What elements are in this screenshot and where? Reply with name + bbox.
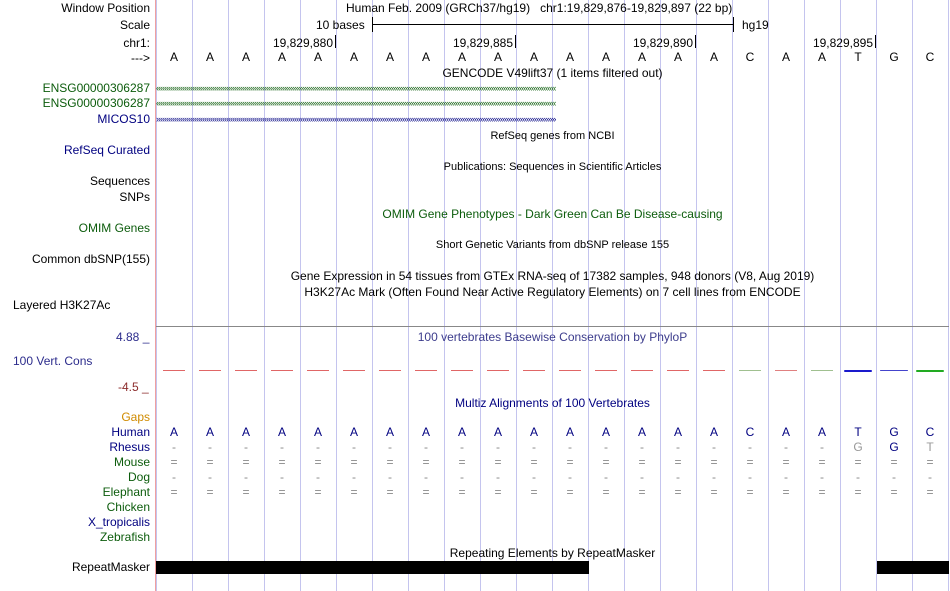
alignment-base: - <box>208 440 212 454</box>
omim-genes-label[interactable]: OMIM Genes <box>78 221 150 235</box>
alignment-base: - <box>460 440 464 454</box>
alignment-base: A <box>241 425 250 439</box>
species-label[interactable]: Dog <box>127 470 150 484</box>
alignment-base: - <box>460 470 464 484</box>
alignment-base: = <box>386 485 394 499</box>
alignment-base: = <box>602 455 610 469</box>
sequence-base: A <box>637 50 646 64</box>
alignment-base: = <box>386 455 394 469</box>
phylop-value-mark <box>559 370 581 371</box>
alignment-base: A <box>781 425 790 439</box>
alignment-base: = <box>818 485 826 499</box>
dbsnp-track-title: Short Genetic Variants from dbSNP release 155 <box>435 239 670 251</box>
alignment-base: - <box>604 470 608 484</box>
alignment-base: = <box>782 485 790 499</box>
species-label[interactable]: Human <box>111 425 150 439</box>
scale-value: 10 bases <box>316 18 365 32</box>
alignment-base: = <box>818 455 826 469</box>
alignment-base: - <box>676 440 680 454</box>
alignment-base: = <box>638 485 646 499</box>
repeatmasker-label[interactable]: RepeatMasker <box>71 560 150 574</box>
alignment-base: = <box>314 455 322 469</box>
alignment-base: = <box>242 485 250 499</box>
species-label[interactable]: Rhesus <box>109 440 150 454</box>
alignment-base: G <box>853 440 863 454</box>
gaps-label[interactable]: Gaps <box>121 410 150 424</box>
phylop-value-mark <box>487 370 509 371</box>
phylop-value-mark <box>271 370 293 371</box>
phylop-value-mark <box>739 370 761 371</box>
alignment-base: - <box>316 440 320 454</box>
alignment-base: - <box>388 470 392 484</box>
species-label[interactable]: Mouse <box>113 455 150 469</box>
gencode-item-1[interactable] <box>156 85 949 92</box>
scale-bar-left-tick <box>372 17 373 32</box>
alignment-base: A <box>169 425 178 439</box>
ruler-tick-label: 19,829,890 <box>632 36 693 50</box>
phylop-value-mark <box>199 370 221 371</box>
alignment-base: A <box>673 425 682 439</box>
window-position-value: Human Feb. 2009 (GRCh37/hg19) chr1:19,829,876-19,829,897 (22 bp) <box>346 1 733 15</box>
alignment-base: = <box>494 455 502 469</box>
alignment-base: - <box>352 470 356 484</box>
alignment-base: - <box>496 470 500 484</box>
alignment-base: = <box>314 485 322 499</box>
ruler-tick-mark <box>335 35 336 48</box>
ruler-tick-mark <box>695 35 696 48</box>
h3k27ac-track-title: H3K27Ac Mark (Often Found Near Active Regulatory Elements) on 7 cell lines from ENCODE <box>304 285 801 299</box>
gencode-item-label-1[interactable]: ENSG00000306287 <box>42 81 150 95</box>
phylop-max-value: 4.88 _ <box>116 330 150 344</box>
phylop-value-mark <box>415 370 437 371</box>
alignment-base: A <box>421 425 430 439</box>
alignment-base: - <box>784 440 788 454</box>
phylop-conserved-mark <box>916 370 944 372</box>
sequence-base: A <box>349 50 358 64</box>
phylop-conserved-mark <box>844 370 872 372</box>
scale-bar-right-tick <box>733 17 734 32</box>
phylop-track-title: 100 vertebrates Basewise Conservation by PhyloP <box>417 330 688 344</box>
refseq-track-title: RefSeq genes from NCBI <box>490 130 615 142</box>
phylop-value-mark <box>451 370 473 371</box>
sequence-base: A <box>565 50 574 64</box>
sequence-base: A <box>817 50 826 64</box>
phylop-value-mark <box>703 370 725 371</box>
sequence-base: C <box>925 50 935 64</box>
phylop-value-mark <box>775 370 797 371</box>
alignment-base: A <box>817 425 826 439</box>
alignment-base: = <box>674 485 682 499</box>
alignment-base: - <box>892 470 896 484</box>
gencode-item-3[interactable] <box>156 116 949 123</box>
sequence-base: A <box>277 50 286 64</box>
sequences-label[interactable]: Sequences <box>89 174 150 188</box>
snps-label[interactable]: SNPs <box>119 190 150 204</box>
alignment-base: - <box>244 470 248 484</box>
alignment-base: - <box>928 470 932 484</box>
species-label[interactable]: Chicken <box>106 500 150 514</box>
alignment-base: A <box>637 425 646 439</box>
sequence-base: A <box>673 50 682 64</box>
alignment-base: - <box>424 440 428 454</box>
alignment-base: A <box>313 425 322 439</box>
alignment-base: - <box>244 440 248 454</box>
sequence-base: A <box>457 50 466 64</box>
alignment-base: - <box>280 440 284 454</box>
publications-track-title: Publications: Sequences in Scientific Articles <box>443 161 662 173</box>
alignment-base: = <box>674 455 682 469</box>
alignment-base: - <box>748 470 752 484</box>
alignment-base: G <box>889 440 899 454</box>
alignment-base: - <box>352 440 356 454</box>
sequence-base: A <box>709 50 718 64</box>
omim-track-title: OMIM Gene Phenotypes - Dark Green Can Be Disease-causing <box>382 207 723 221</box>
phylop-min-value: -4.5 _ <box>118 380 149 394</box>
alignment-base: = <box>242 455 250 469</box>
gtex-track-title: Gene Expression in 54 tissues from GTEx RNA-seq of 17382 samples, 948 donors (V8, Aug 2019) <box>290 269 815 283</box>
common-dbsnp-label[interactable]: Common dbSNP(155) <box>31 252 150 266</box>
gencode-track-title: GENCODE V49lift37 (1 items filtered out) <box>442 66 663 80</box>
alignment-base: = <box>206 485 214 499</box>
gencode-item-label-3[interactable]: MICOS10 <box>97 112 150 126</box>
alignment-base: = <box>350 455 358 469</box>
alignment-base: = <box>278 455 286 469</box>
scale-assembly: hg19 <box>742 18 769 32</box>
alignment-base: = <box>458 455 466 469</box>
alignment-base: = <box>566 485 574 499</box>
alignment-base: - <box>676 470 680 484</box>
alignment-base: A <box>349 425 358 439</box>
alignment-base: = <box>890 455 898 469</box>
ruler-tick-mark <box>875 35 876 48</box>
ruler-tick-label: 19,829,895 <box>812 36 873 50</box>
repeatmasker-element-2[interactable] <box>877 561 949 574</box>
alignment-base: A <box>601 425 610 439</box>
sequence-base: A <box>169 50 178 64</box>
alignment-base: = <box>530 485 538 499</box>
refseq-curated-label[interactable]: RefSeq Curated <box>63 143 150 157</box>
h3k27ac-baseline <box>156 326 949 327</box>
alignment-base: - <box>712 470 716 484</box>
repeatmasker-element-1[interactable] <box>156 561 589 574</box>
alignment-base: = <box>854 455 862 469</box>
alignment-base: - <box>820 470 824 484</box>
alignment-base: = <box>278 485 286 499</box>
alignment-base: = <box>350 485 358 499</box>
gencode-item-label-2[interactable]: ENSG00000306287 <box>42 96 150 110</box>
alignment-base: = <box>530 455 538 469</box>
ruler-tick-mark <box>515 35 516 48</box>
alignment-base: A <box>457 425 466 439</box>
species-label[interactable]: Zebrafish <box>99 530 150 544</box>
alignment-base: = <box>602 485 610 499</box>
scale-bar <box>373 24 733 25</box>
gencode-item-2-strand: ‹‹‹‹‹‹‹‹‹‹‹‹‹‹‹‹‹‹‹‹‹‹‹‹‹‹‹‹‹‹‹‹‹‹‹‹‹‹‹‹‹‹‹‹‹‹‹‹‹‹‹‹‹‹‹‹‹‹‹‹‹‹‹‹‹‹‹‹‹‹‹‹‹‹‹‹‹‹‹‹‹‹‹‹‹‹‹‹‹‹‹‹‹‹‹‹‹‹‹‹‹‹‹‹‹‹‹‹‹‹‹‹‹‹‹‹‹‹‹‹‹‹‹‹‹‹‹‹‹‹‹‹‹‹‹‹‹‹‹‹‹‹‹‹‹‹‹‹‹‹‹‹‹‹‹‹‹‹‹‹‹‹‹‹‹‹‹‹‹‹‹‹‹‹‹‹‹‹‹‹‹‹‹‹‹‹‹‹‹‹‹‹‹‹‹‹‹‹‹‹ <box>156 100 556 107</box>
phylop-value-mark <box>667 370 689 371</box>
alignment-base: - <box>712 440 716 454</box>
phylop-value-mark <box>379 370 401 371</box>
alignment-base: = <box>890 485 898 499</box>
alignment-base: = <box>494 485 502 499</box>
alignment-base: = <box>854 485 862 499</box>
alignment-base: C <box>745 425 755 439</box>
sequence-base: G <box>889 50 899 64</box>
window-position-label: Window Position <box>61 1 150 15</box>
alignment-base: - <box>424 470 428 484</box>
alignment-base: A <box>709 425 718 439</box>
alignment-base: - <box>172 440 176 454</box>
alignment-base: G <box>889 425 899 439</box>
alignment-base: = <box>422 455 430 469</box>
scale-label: Scale <box>119 18 150 32</box>
alignment-base: = <box>422 485 430 499</box>
alignment-base: - <box>532 470 536 484</box>
alignment-base: - <box>568 440 572 454</box>
alignment-base: = <box>710 455 718 469</box>
alignment-base: - <box>604 440 608 454</box>
sequence-base: A <box>385 50 394 64</box>
phylop-track-label[interactable]: 100 Vert. Cons <box>13 354 93 368</box>
alignment-base: - <box>208 470 212 484</box>
alignment-base: - <box>856 470 860 484</box>
phylop-value-mark <box>523 370 545 371</box>
alignment-base: A <box>529 425 538 439</box>
alignment-base: = <box>638 455 646 469</box>
phylop-value-mark <box>163 370 185 371</box>
sequence-base: A <box>421 50 430 64</box>
ruler-tick-label: 19,829,880 <box>272 36 333 50</box>
sequence-base: A <box>529 50 538 64</box>
alignment-base: - <box>748 440 752 454</box>
alignment-base: A <box>385 425 394 439</box>
alignment-base: = <box>170 455 178 469</box>
repeatmasker-track-title: Repeating Elements by RepeatMasker <box>449 546 656 560</box>
alignment-base: - <box>568 470 572 484</box>
alignment-base: A <box>565 425 574 439</box>
alignment-base: - <box>640 440 644 454</box>
alignment-base: - <box>172 470 176 484</box>
sequence-base: A <box>313 50 322 64</box>
alignment-base: = <box>926 455 934 469</box>
alignment-base: = <box>170 485 178 499</box>
alignment-base: - <box>496 440 500 454</box>
gencode-item-3-strand: ›››››››››››››››››››››››››››››››››››››››››››››››››››››››››››››››››››››››››››››››››››››››››››››››››››››››››››››››››››››››››››››››››››››››››››››››››››››››››››››››››››››››››››››››››››››››››››››››››››››››› <box>156 116 556 123</box>
alignment-base: = <box>710 485 718 499</box>
alignment-base: - <box>784 470 788 484</box>
sequence-base: T <box>854 50 862 64</box>
alignment-base: T <box>926 440 934 454</box>
alignment-base: = <box>926 485 934 499</box>
alignment-base: - <box>820 440 824 454</box>
alignment-base: - <box>388 440 392 454</box>
phylop-value-mark <box>307 370 329 371</box>
sequence-base: A <box>241 50 250 64</box>
h3k27ac-label[interactable]: Layered H3K27Ac <box>13 298 111 312</box>
sequence-base: A <box>493 50 502 64</box>
species-label[interactable]: X_tropicalis <box>87 515 150 529</box>
phylop-value-mark <box>343 370 365 371</box>
alignment-base: A <box>277 425 286 439</box>
phylop-value-mark <box>811 370 833 371</box>
alignment-base: - <box>280 470 284 484</box>
alignment-base: - <box>316 470 320 484</box>
gencode-item-1-strand: ‹‹‹‹‹‹‹‹‹‹‹‹‹‹‹‹‹‹‹‹‹‹‹‹‹‹‹‹‹‹‹‹‹‹‹‹‹‹‹‹‹‹‹‹‹‹‹‹‹‹‹‹‹‹‹‹‹‹‹‹‹‹‹‹‹‹‹‹‹‹‹‹‹‹‹‹‹‹‹‹‹‹‹‹‹‹‹‹‹‹‹‹‹‹‹‹‹‹‹‹‹‹‹‹‹‹‹‹‹‹‹‹‹‹‹‹‹‹‹‹‹‹‹‹‹‹‹‹‹‹‹‹‹‹‹‹‹‹‹‹‹‹‹‹‹‹‹‹‹‹‹‹‹‹‹‹‹‹‹‹‹‹‹‹‹‹‹‹‹‹‹‹‹‹‹‹‹‹‹‹‹‹‹‹‹‹‹‹‹‹‹‹‹‹‹‹‹‹‹‹ <box>156 85 556 92</box>
alignment-base: A <box>205 425 214 439</box>
phylop-conserved-mark <box>880 370 908 371</box>
alignment-base: = <box>746 455 754 469</box>
sequence-base: A <box>205 50 214 64</box>
species-label[interactable]: Elephant <box>102 485 150 499</box>
strand-arrow-label: ---> <box>131 51 150 65</box>
sequence-base: A <box>601 50 610 64</box>
alignment-base: A <box>493 425 502 439</box>
alignment-base: C <box>925 425 935 439</box>
alignment-base: T <box>854 425 862 439</box>
phylop-value-mark <box>595 370 617 371</box>
alignment-base: - <box>532 440 536 454</box>
phylop-value-mark <box>631 370 653 371</box>
gencode-item-2[interactable] <box>156 100 949 107</box>
alignment-base: - <box>640 470 644 484</box>
phylop-value-mark <box>235 370 257 371</box>
alignment-base: = <box>782 455 790 469</box>
alignment-base: = <box>206 455 214 469</box>
alignment-base: = <box>566 455 574 469</box>
multiz-track-title: Multiz Alignments of 100 Vertebrates <box>455 396 650 410</box>
ruler-tick-label: 19,829,885 <box>452 36 513 50</box>
sequence-base: A <box>781 50 790 64</box>
alignment-base: = <box>458 485 466 499</box>
chrom-label: chr1: <box>123 36 150 50</box>
alignment-base: = <box>746 485 754 499</box>
sequence-base: C <box>745 50 755 64</box>
